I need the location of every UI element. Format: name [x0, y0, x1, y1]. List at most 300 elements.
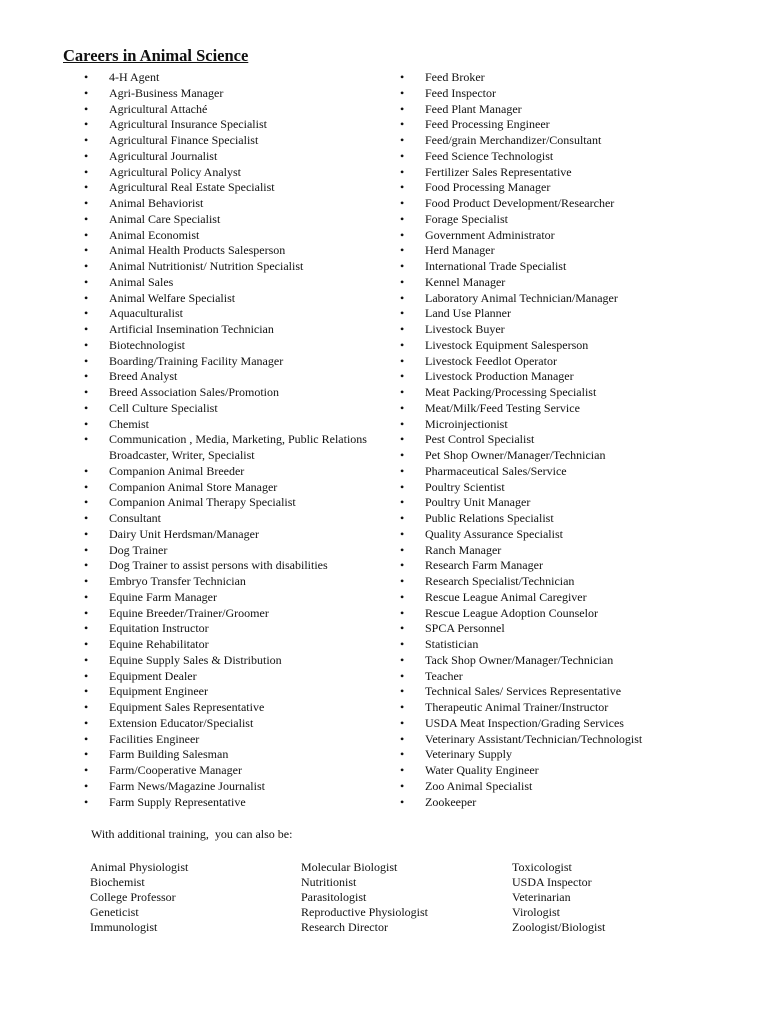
- career-label: Agricultural Insurance Specialist: [109, 117, 267, 132]
- career-list-item: [84, 243, 367, 259]
- bullet-icon: •: [400, 353, 405, 368]
- career-list-item: [400, 747, 642, 763]
- career-label: Equipment Sales Representative: [109, 700, 265, 714]
- bullet-icon: •: [84, 196, 89, 210]
- career-label: Animal Economist: [109, 227, 200, 242]
- career-list-item: [84, 511, 367, 527]
- career-list-item: [84, 684, 367, 700]
- career-list-item: [84, 180, 367, 196]
- bullet-icon: •: [84, 558, 89, 573]
- career-list-right: [400, 70, 642, 810]
- career-label: Microinjectionist: [425, 416, 508, 431]
- bullet-icon: •: [400, 101, 405, 116]
- bullet-icon: •: [84, 337, 89, 352]
- career-list-item: [84, 480, 367, 496]
- bullet-icon: •: [400, 196, 405, 210]
- bullet-icon: •: [84, 290, 89, 305]
- career-list-item: [84, 165, 367, 181]
- career-label: Agricultural Attaché: [109, 101, 208, 116]
- bullet-icon: •: [400, 243, 405, 258]
- additional-career-item: College Professor: [90, 890, 176, 904]
- career-list-item: [84, 70, 367, 86]
- bullet-icon: •: [84, 117, 89, 132]
- career-label: Communication , Media, Marketing, Public Relations: [109, 432, 367, 447]
- career-list-item: [84, 117, 367, 133]
- additional-career-item: Zoologist/Biologist: [512, 920, 606, 934]
- career-list-item: [400, 338, 642, 354]
- career-list-item: [84, 306, 367, 322]
- career-label: Livestock Buyer: [425, 322, 505, 336]
- career-label: Teacher: [425, 668, 463, 683]
- career-label: Farm/Cooperative Manager: [109, 763, 242, 777]
- career-label: Consultant: [109, 511, 162, 525]
- bullet-icon: •: [84, 70, 89, 84]
- bullet-icon: •: [400, 227, 405, 242]
- bullet-icon: •: [84, 164, 89, 179]
- career-list-item: [84, 448, 367, 464]
- bullet-icon: •: [400, 479, 405, 494]
- career-label: Food Processing Manager: [425, 180, 551, 195]
- bullet-icon: •: [400, 148, 405, 163]
- career-list-item: [400, 621, 642, 637]
- career-list-item: [400, 228, 642, 244]
- career-label: Farm Supply Representative: [109, 794, 246, 809]
- career-list-item: [84, 149, 367, 165]
- career-list-item: [400, 511, 642, 527]
- career-list-item: [400, 669, 642, 685]
- career-label: Pet Shop Owner/Manager/Technician: [425, 448, 606, 462]
- bullet-icon: •: [400, 164, 405, 179]
- career-list-item: [400, 464, 642, 480]
- bullet-icon: •: [84, 463, 89, 478]
- career-list-item: [84, 401, 367, 417]
- career-label: Broadcaster, Writer, Specialist: [109, 448, 255, 462]
- bullet-icon: •: [400, 322, 405, 336]
- career-list-item: [400, 212, 642, 228]
- bullet-icon: •: [84, 148, 89, 163]
- bullet-icon: •: [400, 180, 405, 195]
- career-list-item: [84, 212, 367, 228]
- career-list-item: [84, 228, 367, 244]
- career-label: Companion Animal Therapy Specialist: [109, 495, 296, 510]
- career-label: Breed Analyst: [109, 369, 178, 384]
- career-list-item: [84, 795, 367, 811]
- bullet-icon: •: [400, 211, 405, 226]
- career-label: Poultry Unit Manager: [425, 495, 531, 510]
- career-label: Agricultural Journalist: [109, 148, 218, 163]
- career-label: Feed Processing Engineer: [425, 117, 550, 132]
- career-label: Aquaculturalist: [109, 306, 183, 321]
- career-label: Equine Supply Sales & Distribution: [109, 652, 282, 667]
- career-label: Companion Animal Breeder: [109, 463, 245, 478]
- bullet-icon: •: [84, 227, 89, 242]
- additional-career-item: USDA Inspector: [512, 875, 592, 889]
- additional-career-item: Geneticist: [90, 905, 139, 919]
- career-list-item: [400, 417, 642, 433]
- career-label: Breed Association Sales/Promotion: [109, 385, 279, 399]
- bullet-icon: •: [84, 763, 89, 777]
- bullet-icon: •: [400, 621, 405, 636]
- bullet-icon: •: [400, 117, 405, 132]
- career-label: Veterinary Supply: [425, 747, 512, 762]
- career-label: Laboratory Animal Technician/Manager: [425, 290, 618, 305]
- bullet-icon: •: [84, 668, 89, 683]
- career-label: Food Product Development/Researcher: [425, 196, 615, 210]
- career-list-item: [84, 385, 367, 401]
- bullet-icon: •: [84, 778, 89, 793]
- career-list-item: [400, 291, 642, 307]
- bullet-icon: •: [400, 337, 405, 352]
- bullet-icon: •: [400, 778, 405, 793]
- career-list-item: [400, 653, 642, 669]
- career-label: Animal Nutritionist/ Nutrition Specialist: [109, 259, 304, 273]
- career-list-item: [84, 464, 367, 480]
- career-label: Feed Plant Manager: [425, 101, 522, 116]
- career-list-item: [84, 196, 367, 212]
- bullet-icon: •: [400, 369, 405, 384]
- bullet-icon: •: [400, 385, 405, 399]
- bullet-icon: •: [84, 794, 89, 809]
- career-label: Animal Health Products Salesperson: [109, 243, 286, 258]
- career-label: Agricultural Finance Specialist: [109, 133, 259, 147]
- career-list-item: [84, 527, 367, 543]
- career-list-item: [84, 716, 367, 732]
- bullet-icon: •: [400, 290, 405, 305]
- career-label: Equine Farm Manager: [109, 589, 217, 604]
- career-list-item: [84, 590, 367, 606]
- career-label: Farm Building Salesman: [109, 747, 229, 762]
- career-list-item: [400, 117, 642, 133]
- bullet-icon: •: [84, 605, 89, 620]
- career-label: Facilities Engineer: [109, 731, 200, 746]
- career-list-item: [400, 590, 642, 606]
- career-label: Statistician: [425, 637, 479, 651]
- bullet-icon: •: [400, 542, 405, 557]
- bullet-icon: •: [400, 589, 405, 604]
- career-list-item: [400, 763, 642, 779]
- bullet-icon: •: [84, 274, 89, 289]
- bullet-icon: •: [400, 715, 405, 730]
- bullet-icon: •: [400, 416, 405, 431]
- career-list-item: [400, 275, 642, 291]
- bullet-icon: •: [400, 432, 405, 447]
- career-label: Zoo Animal Specialist: [425, 778, 533, 793]
- bullet-icon: •: [400, 463, 405, 478]
- career-label: Dog Trainer to assist persons with disabilities: [109, 558, 328, 573]
- career-list-item: [400, 102, 642, 118]
- career-list-item: [400, 243, 642, 259]
- career-list-item: [84, 606, 367, 622]
- career-list-item: [400, 495, 642, 511]
- bullet-icon: •: [400, 448, 405, 462]
- career-label: Embryo Transfer Technician: [109, 574, 246, 588]
- career-list-item: [400, 259, 642, 275]
- career-list-item: [400, 149, 642, 165]
- additional-careers-column-2: [301, 860, 428, 935]
- bullet-icon: •: [400, 763, 405, 777]
- career-list-item: [400, 86, 642, 102]
- career-label: USDA Meat Inspection/Grading Services: [425, 715, 624, 730]
- career-label: Equipment Engineer: [109, 684, 208, 699]
- career-label: Animal Care Specialist: [109, 211, 221, 226]
- career-list-item: [400, 306, 642, 322]
- additional-career-item: Reproductive Physiologist: [301, 905, 428, 919]
- career-label: Water Quality Engineer: [425, 763, 539, 777]
- career-list-item: [400, 684, 642, 700]
- additional-career-item: Toxicologist: [512, 860, 572, 874]
- career-label: Agricultural Real Estate Specialist: [109, 180, 275, 195]
- career-list-left: [84, 70, 367, 810]
- bullet-icon: •: [84, 495, 89, 510]
- bullet-icon: •: [84, 652, 89, 667]
- career-label: Therapeutic Animal Trainer/Instructor: [425, 700, 609, 714]
- bullet-icon: •: [84, 700, 89, 714]
- page-title: Careers in Animal Science: [63, 46, 249, 65]
- bullet-icon: •: [400, 794, 405, 809]
- career-label: Forage Specialist: [425, 211, 508, 226]
- additional-training-intro: With additional training, you can also be:: [91, 827, 293, 841]
- career-label: Livestock Production Manager: [425, 369, 574, 384]
- career-label: Animal Behaviorist: [109, 196, 204, 210]
- bullet-icon: •: [84, 621, 89, 636]
- career-list-item: [84, 432, 367, 448]
- career-list-item: [400, 480, 642, 496]
- career-label: Chemist: [109, 416, 150, 431]
- career-label: Veterinary Assistant/Technician/Technologist: [425, 731, 643, 746]
- career-label: Feed Science Technologist: [425, 148, 554, 163]
- bullet-icon: •: [400, 85, 405, 100]
- career-list-item: [400, 795, 642, 811]
- bullet-icon: •: [84, 526, 89, 541]
- career-list-item: [400, 732, 642, 748]
- bullet-icon: •: [400, 558, 405, 573]
- career-label: Agricultural Policy Analyst: [109, 164, 241, 179]
- additional-career-item: Virologist: [512, 905, 560, 919]
- career-list-item: [84, 322, 367, 338]
- career-label: Feed Inspector: [425, 85, 496, 100]
- career-list-item: [400, 637, 642, 653]
- career-list-item: [84, 637, 367, 653]
- career-list-item: [400, 165, 642, 181]
- career-label: Equine Rehabilitator: [109, 637, 209, 651]
- bullet-icon: •: [84, 637, 89, 651]
- bullet-icon: •: [84, 353, 89, 368]
- career-label: Technical Sales/ Services Representative: [425, 684, 622, 699]
- career-list-item: [400, 700, 642, 716]
- career-list-item: [84, 732, 367, 748]
- career-list-item: [84, 102, 367, 118]
- career-label: Artificial Insemination Technician: [109, 322, 274, 336]
- bullet-icon: •: [84, 259, 89, 273]
- career-label: Dairy Unit Herdsman/Manager: [109, 526, 259, 541]
- career-label: Zookeeper: [425, 794, 477, 809]
- career-list-item: [84, 747, 367, 763]
- bullet-icon: •: [84, 479, 89, 494]
- bullet-icon: •: [84, 542, 89, 557]
- bullet-icon: •: [84, 385, 89, 399]
- career-label: Fertilizer Sales Representative: [425, 164, 572, 179]
- bullet-icon: •: [400, 511, 405, 525]
- career-list-item: [84, 275, 367, 291]
- bullet-icon: •: [400, 574, 405, 588]
- career-label: Equipment Dealer: [109, 668, 197, 683]
- bullet-icon: •: [84, 369, 89, 384]
- career-label: Ranch Manager: [425, 542, 502, 557]
- career-list-item: [400, 543, 642, 559]
- career-list-item: [400, 432, 642, 448]
- bullet-icon: •: [84, 101, 89, 116]
- bullet-icon: •: [400, 495, 405, 510]
- bullet-icon: •: [400, 668, 405, 683]
- bullet-icon: •: [400, 747, 405, 762]
- career-list-item: [84, 543, 367, 559]
- career-list-item: [84, 291, 367, 307]
- career-list-item: [400, 779, 642, 795]
- bullet-icon: •: [84, 400, 89, 415]
- career-label: Feed Broker: [425, 70, 485, 84]
- additional-careers-column-1: [90, 860, 188, 935]
- additional-career-item: Immunologist: [90, 920, 158, 934]
- career-label: Herd Manager: [425, 243, 495, 258]
- bullet-icon: •: [400, 133, 405, 147]
- bullet-icon: •: [84, 715, 89, 730]
- career-label: SPCA Personnel: [425, 621, 505, 636]
- bullet-icon: •: [84, 322, 89, 336]
- bullet-icon: •: [400, 70, 405, 84]
- career-list-item: [400, 401, 642, 417]
- career-list-item: [400, 606, 642, 622]
- additional-career-item: Parasitologist: [301, 890, 367, 904]
- bullet-icon: •: [400, 700, 405, 714]
- additional-career-item: Veterinarian: [512, 890, 571, 904]
- career-list-item: [84, 763, 367, 779]
- career-label: Livestock Feedlot Operator: [425, 353, 557, 368]
- bullet-icon: •: [400, 637, 405, 651]
- additional-career-item: Molecular Biologist: [301, 860, 398, 874]
- career-list-item: [400, 70, 642, 86]
- career-label: Kennel Manager: [425, 274, 506, 289]
- career-label: Research Specialist/Technician: [425, 574, 575, 588]
- career-list-item: [84, 669, 367, 685]
- career-label: Farm News/Magazine Journalist: [109, 778, 265, 793]
- career-label: Animal Sales: [109, 274, 174, 289]
- bullet-icon: •: [84, 416, 89, 431]
- career-list-item: [84, 621, 367, 637]
- career-list-item: [84, 700, 367, 716]
- career-list-item: [84, 779, 367, 795]
- career-list-item: [400, 196, 642, 212]
- career-list-item: [400, 448, 642, 464]
- career-list-item: [400, 558, 642, 574]
- career-label: Poultry Scientist: [425, 479, 505, 494]
- career-label: International Trade Specialist: [425, 259, 567, 273]
- career-label: Boarding/Training Facility Manager: [109, 353, 284, 368]
- bullet-icon: •: [84, 684, 89, 699]
- career-label: Rescue League Animal Caregiver: [425, 589, 587, 604]
- career-list-item: [400, 716, 642, 732]
- bullet-icon: •: [400, 731, 405, 746]
- career-label: Extension Educator/Specialist: [109, 715, 254, 730]
- career-label: Biotechnologist: [109, 337, 185, 352]
- career-list-item: [84, 417, 367, 433]
- career-list-item: [400, 133, 642, 149]
- career-list-item: [84, 574, 367, 590]
- bullet-icon: •: [400, 684, 405, 699]
- bullet-icon: •: [400, 526, 405, 541]
- bullet-icon: •: [84, 85, 89, 100]
- career-list-item: [84, 653, 367, 669]
- career-label: Companion Animal Store Manager: [109, 479, 278, 494]
- career-label: 4-H Agent: [109, 70, 160, 84]
- bullet-icon: •: [400, 400, 405, 415]
- career-list-item: [400, 385, 642, 401]
- career-list-item: [400, 322, 642, 338]
- additional-career-item: Biochemist: [90, 875, 145, 889]
- bullet-icon: •: [400, 652, 405, 667]
- career-label: Pest Control Specialist: [425, 432, 535, 447]
- career-label: Pharmaceutical Sales/Service: [425, 463, 567, 478]
- bullet-icon: •: [84, 133, 89, 147]
- bullet-icon: •: [84, 589, 89, 604]
- career-list-item: [400, 369, 642, 385]
- additional-career-item: Research Director: [301, 920, 388, 934]
- bullet-icon: •: [400, 306, 405, 321]
- bullet-icon: •: [400, 259, 405, 273]
- career-label: Public Relations Specialist: [425, 511, 554, 525]
- career-list-item: [84, 259, 367, 275]
- career-label: Meat/Milk/Feed Testing Service: [425, 400, 580, 415]
- career-label: Rescue League Adoption Counselor: [425, 605, 598, 620]
- bullet-icon: •: [84, 211, 89, 226]
- additional-career-item: Nutritionist: [301, 875, 357, 889]
- career-label: Dog Trainer: [109, 542, 168, 557]
- additional-careers-column-3: [512, 860, 605, 935]
- bullet-icon: •: [84, 747, 89, 762]
- bullet-icon: •: [84, 511, 89, 525]
- career-label: Equine Breeder/Trainer/Groomer: [109, 605, 269, 620]
- career-list-item: [84, 495, 367, 511]
- career-list-item: [84, 86, 367, 102]
- career-list-item: [400, 354, 642, 370]
- bullet-icon: •: [84, 243, 89, 258]
- bullet-icon: •: [84, 574, 89, 588]
- career-list-item: [400, 574, 642, 590]
- career-label: Livestock Equipment Salesperson: [425, 337, 589, 352]
- career-list-item: [84, 133, 367, 149]
- career-label: Government Administrator: [425, 227, 555, 242]
- career-label: Meat Packing/Processing Specialist: [425, 385, 597, 399]
- career-label: Tack Shop Owner/Manager/Technician: [425, 652, 614, 667]
- bullet-icon: •: [84, 731, 89, 746]
- career-list-item: [84, 369, 367, 385]
- career-label: Cell Culture Specialist: [109, 400, 218, 415]
- career-label: Research Farm Manager: [425, 558, 543, 573]
- career-label: Agri-Business Manager: [109, 85, 224, 100]
- career-list-item: [84, 354, 367, 370]
- career-list-item: [400, 527, 642, 543]
- career-label: Animal Welfare Specialist: [109, 290, 236, 305]
- career-label: Feed/grain Merchandizer/Consultant: [425, 133, 602, 147]
- career-label: Land Use Planner: [425, 306, 511, 321]
- bullet-icon: •: [84, 432, 89, 447]
- career-label: Quality Assurance Specialist: [425, 526, 563, 541]
- career-list-item: [84, 338, 367, 354]
- career-label: Equitation Instructor: [109, 621, 209, 636]
- bullet-icon: •: [84, 180, 89, 195]
- career-list-item: [84, 558, 367, 574]
- bullet-icon: •: [400, 605, 405, 620]
- bullet-icon: •: [400, 274, 405, 289]
